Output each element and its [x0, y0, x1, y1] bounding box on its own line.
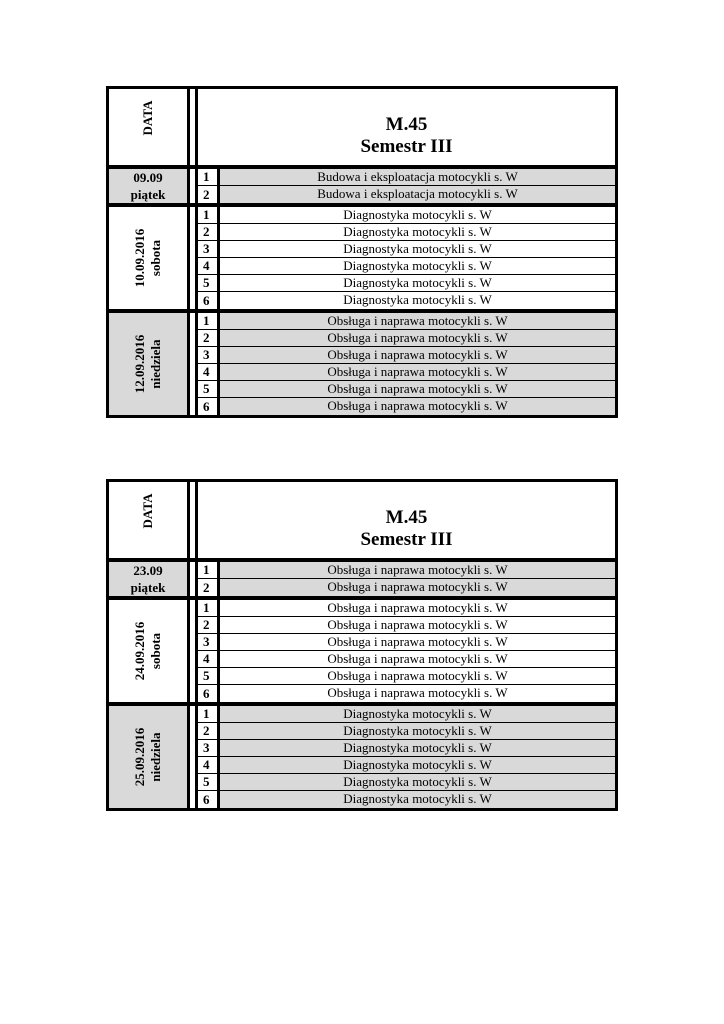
- day-group: [109, 169, 615, 207]
- lesson-number: 4: [198, 258, 220, 274]
- schedule-table: [106, 479, 618, 811]
- lesson-subject: Obsługa i naprawa motocykli s. W: [220, 381, 615, 397]
- lesson-subject: Obsługa i naprawa motocykli s. W: [220, 347, 615, 363]
- group-gap: [190, 706, 198, 808]
- day-group: [109, 562, 615, 600]
- table-header: [109, 482, 615, 562]
- lesson-number: 2: [198, 723, 220, 739]
- lesson-number: 3: [198, 740, 220, 756]
- table-row: [198, 398, 615, 415]
- lesson-subject: Budowa i eksploatacja motocykli s. W: [220, 186, 615, 203]
- table-row: [198, 685, 615, 702]
- course-code: M.45: [385, 507, 428, 528]
- lesson-number: 3: [198, 634, 220, 650]
- lesson-rows: [198, 600, 615, 702]
- table-row: [198, 381, 615, 398]
- lesson-subject: Obsługa i naprawa motocykli s. W: [220, 651, 615, 667]
- lesson-number: 3: [198, 347, 220, 363]
- lesson-number: 1: [198, 562, 220, 578]
- day-date-cell: [109, 562, 190, 596]
- day-weekday: piątek: [130, 187, 166, 202]
- table-row: [198, 169, 615, 186]
- title-cell: [198, 89, 615, 165]
- table-row: [198, 668, 615, 685]
- day-date: 25.09.2016: [132, 727, 147, 787]
- table-row: [198, 186, 615, 203]
- lesson-subject: Obsługa i naprawa motocykli s. W: [220, 685, 615, 702]
- lesson-subject: Obsługa i naprawa motocykli s. W: [220, 398, 615, 415]
- table-row: [198, 706, 615, 723]
- lesson-number: 5: [198, 275, 220, 291]
- date-header-label: DATA: [140, 100, 155, 136]
- lesson-number: 4: [198, 651, 220, 667]
- table-row: [198, 313, 615, 330]
- day-date-vertical: [132, 229, 164, 288]
- lesson-subject: Diagnostyka motocykli s. W: [220, 740, 615, 756]
- lesson-subject: Diagnostyka motocykli s. W: [220, 706, 615, 722]
- day-date: 23.09: [133, 563, 163, 578]
- course-code: M.45: [385, 114, 428, 135]
- lesson-subject: Diagnostyka motocykli s. W: [220, 207, 615, 223]
- lesson-subject: Diagnostyka motocykli s. W: [220, 757, 615, 773]
- day-date-vertical: [132, 728, 164, 787]
- lesson-subject: Diagnostyka motocykli s. W: [220, 241, 615, 257]
- table-row: [198, 224, 615, 241]
- group-gap: [190, 207, 198, 309]
- lesson-subject: Obsługa i naprawa motocykli s. W: [220, 313, 615, 329]
- lesson-number: 2: [198, 186, 220, 203]
- table-row: [198, 275, 615, 292]
- lesson-subject: Diagnostyka motocykli s. W: [220, 258, 615, 274]
- date-header-cell: [109, 89, 190, 165]
- day-date-cell: [109, 706, 190, 808]
- day-date-vertical: [132, 335, 164, 394]
- title-cell: [198, 482, 615, 558]
- table-row: [198, 347, 615, 364]
- day-date-cell: [109, 169, 190, 203]
- table-row: [198, 579, 615, 596]
- lesson-subject: Obsługa i naprawa motocykli s. W: [220, 634, 615, 650]
- lesson-subject: Budowa i eksploatacja motocykli s. W: [220, 169, 615, 185]
- table-row: [198, 258, 615, 275]
- lesson-number: 6: [198, 292, 220, 309]
- day-group: [109, 600, 615, 706]
- lesson-number: 6: [198, 685, 220, 702]
- group-gap: [190, 313, 198, 415]
- lesson-number: 5: [198, 668, 220, 684]
- header-gap: [190, 482, 198, 558]
- table-row: [198, 207, 615, 224]
- lesson-subject: Obsługa i naprawa motocykli s. W: [220, 617, 615, 633]
- table-row: [198, 562, 615, 579]
- table-row: [198, 600, 615, 617]
- table-header: [109, 89, 615, 169]
- table-row: [198, 651, 615, 668]
- day-weekday: niedziela: [148, 732, 163, 782]
- table-row: [198, 617, 615, 634]
- lesson-number: 2: [198, 617, 220, 633]
- table-row: [198, 774, 615, 791]
- schedule-table: [106, 86, 618, 418]
- lesson-number: 1: [198, 600, 220, 616]
- day-group: [109, 313, 615, 415]
- lesson-number: 1: [198, 706, 220, 722]
- day-date-cell: [109, 313, 190, 415]
- lesson-number: 3: [198, 241, 220, 257]
- lesson-number: 1: [198, 313, 220, 329]
- group-gap: [190, 600, 198, 702]
- day-date-cell: [109, 207, 190, 309]
- lesson-number: 5: [198, 774, 220, 790]
- day-date: 24.09.2016: [132, 621, 147, 681]
- lesson-rows: [198, 169, 615, 203]
- lesson-number: 1: [198, 169, 220, 185]
- lesson-subject: Obsługa i naprawa motocykli s. W: [220, 330, 615, 346]
- date-header-cell: [109, 482, 190, 558]
- header-gap: [190, 89, 198, 165]
- lesson-number: 4: [198, 757, 220, 773]
- day-date-vertical: [132, 622, 164, 681]
- table-row: [198, 364, 615, 381]
- lesson-subject: Diagnostyka motocykli s. W: [220, 224, 615, 240]
- day-weekday: niedziela: [148, 339, 163, 389]
- lesson-subject: Diagnostyka motocykli s. W: [220, 723, 615, 739]
- day-date: 10.09.2016: [132, 228, 147, 288]
- table-row: [198, 634, 615, 651]
- lesson-number: 6: [198, 398, 220, 415]
- lesson-rows: [198, 706, 615, 808]
- lesson-number: 2: [198, 224, 220, 240]
- day-group: [109, 207, 615, 313]
- lesson-subject: Diagnostyka motocykli s. W: [220, 774, 615, 790]
- lesson-rows: [198, 313, 615, 415]
- lesson-rows: [198, 207, 615, 309]
- date-header-label: DATA: [140, 493, 155, 529]
- lesson-number: 4: [198, 364, 220, 380]
- table-row: [198, 241, 615, 258]
- lesson-number: 5: [198, 381, 220, 397]
- table-row: [198, 740, 615, 757]
- semester-label: Semestr III: [360, 529, 453, 550]
- lesson-subject: Diagnostyka motocykli s. W: [220, 275, 615, 291]
- lesson-subject: Obsługa i naprawa motocykli s. W: [220, 600, 615, 616]
- day-date: 12.09.2016: [132, 334, 147, 394]
- table-row: [198, 292, 615, 309]
- lesson-number: 2: [198, 579, 220, 596]
- lesson-number: 2: [198, 330, 220, 346]
- day-weekday: sobota: [148, 239, 163, 277]
- lesson-subject: Obsługa i naprawa motocykli s. W: [220, 668, 615, 684]
- day-group: [109, 706, 615, 808]
- lesson-number: 1: [198, 207, 220, 223]
- lesson-subject: Obsługa i naprawa motocykli s. W: [220, 579, 615, 596]
- lesson-subject: Obsługa i naprawa motocykli s. W: [220, 562, 615, 578]
- lesson-subject: Obsługa i naprawa motocykli s. W: [220, 364, 615, 380]
- group-gap: [190, 562, 198, 596]
- day-date-cell: [109, 600, 190, 702]
- semester-label: Semestr III: [360, 136, 453, 157]
- lesson-rows: [198, 562, 615, 596]
- day-date: 09.09: [133, 170, 163, 185]
- table-row: [198, 330, 615, 347]
- table-row: [198, 791, 615, 808]
- day-weekday: piątek: [130, 580, 166, 595]
- day-weekday: sobota: [148, 632, 163, 670]
- lesson-subject: Diagnostyka motocykli s. W: [220, 292, 615, 309]
- group-gap: [190, 169, 198, 203]
- table-row: [198, 723, 615, 740]
- lesson-number: 6: [198, 791, 220, 808]
- lesson-subject: Diagnostyka motocykli s. W: [220, 791, 615, 808]
- table-row: [198, 757, 615, 774]
